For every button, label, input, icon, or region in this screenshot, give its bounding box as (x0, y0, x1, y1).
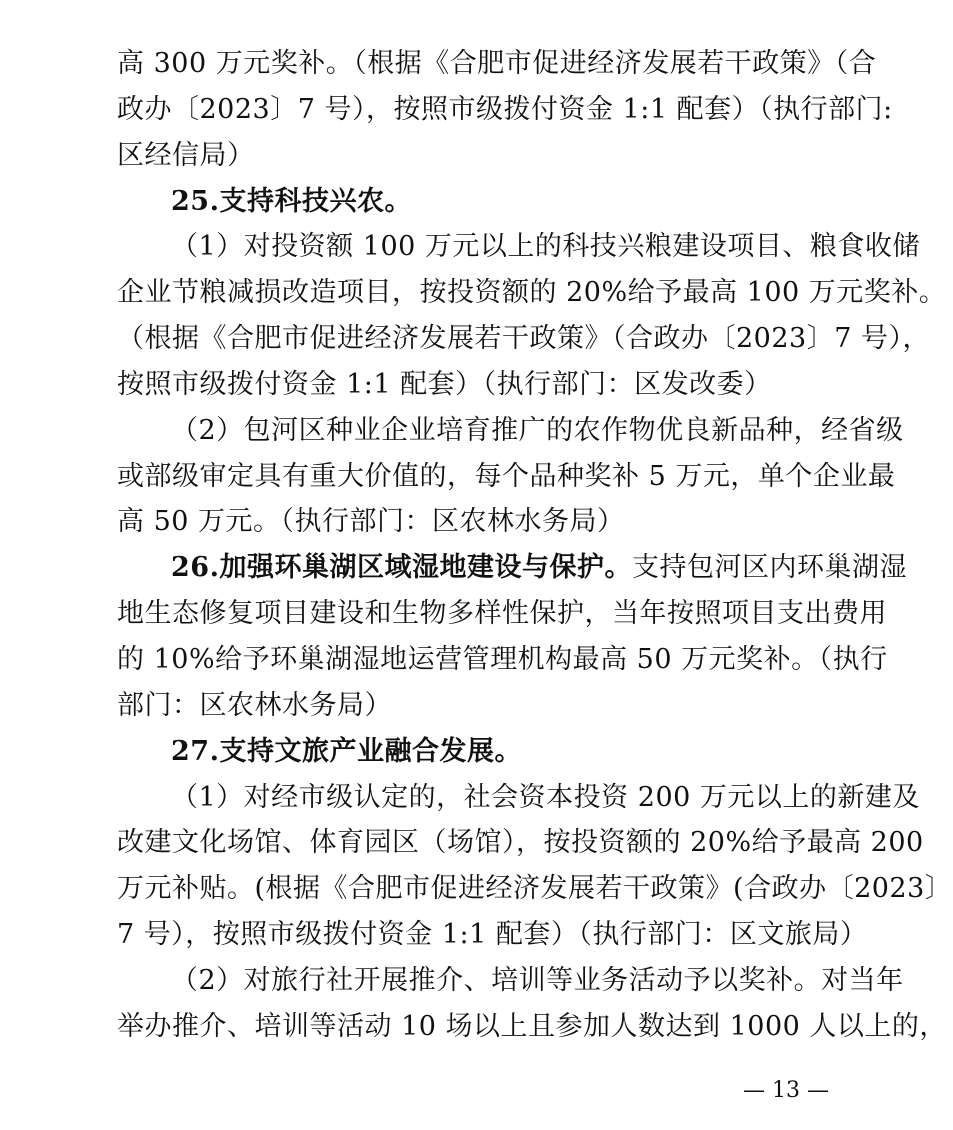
text-line: 企业节粮减损改造项目，按投资额的 20%给予最高 100 万元奖补。 (117, 277, 947, 308)
text-line: 按照市级拨付资金 1:1 配套）（执行部门：区发改委） (117, 369, 772, 400)
section-25-heading: 25.支持科技兴农。 (171, 186, 412, 217)
section-26-heading: 26.加强环巢湖区域湿地建设与保护。 (171, 552, 632, 583)
text-line: 高 50 万元。（执行部门：区农林水务局） (117, 506, 625, 537)
text-line: 地生态修复项目建设和生物多样性保护，当年按照项目支出费用 (117, 598, 887, 629)
text-line: （2）包河区种业企业培育推广的农作物优良新品种，经省级 (171, 415, 904, 446)
text-line: （1）对经市级认定的，社会资本投资 200 万元以上的新建及 (171, 782, 920, 813)
section-26-first-line (171, 550, 907, 586)
section-26-text: 支持包河区内环巢湖湿 (631, 552, 907, 583)
text-line: 万元补贴。(根据《合肥市促进经济发展若干政策》(合政办〔2023〕 (117, 873, 953, 904)
text-line: 高 300 万元奖补。（根据《合肥市促进经济发展若干政策》（合 (117, 48, 877, 79)
text-line: 改建文化场馆、体育园区（场馆），按投资额的 20%给予最高 200 (117, 827, 924, 858)
text-line: 或部级审定具有重大价值的，每个品种奖补 5 万元，单个企业最 (117, 461, 896, 492)
text-line: 部门：区农林水务局） (117, 690, 392, 721)
page-number: — 13 — (743, 1078, 829, 1103)
text-line: 区经信局） (117, 140, 255, 171)
text-line: （2）对旅行社开展推介、培训等业务活动予以奖补。对当年 (171, 965, 904, 996)
text-line: 政办〔2023〕7 号），按照市级拨付资金 1:1 配套）（执行部门: (117, 94, 893, 125)
text-line: 7 号），按照市级拨付资金 1:1 配套）（执行部门：区文旅局） (117, 919, 868, 950)
section-27-heading: 27.支持文旅产业融合发展。 (171, 736, 522, 767)
text-line: （根据《合肥市促进经济发展若干政策》（合政办〔2023〕7 号）， (117, 323, 930, 354)
text-line: 的 10%给予环巢湖湿地运营管理机构最高 50 万元奖补。（执行 (117, 644, 888, 675)
text-line: （1）对投资额 100 万元以上的科技兴粮建设项目、粮食收储 (171, 231, 920, 262)
text-line: 举办推介、培训等活动 10 场以上且参加人数达到 1000 人以上的， (117, 1011, 947, 1042)
